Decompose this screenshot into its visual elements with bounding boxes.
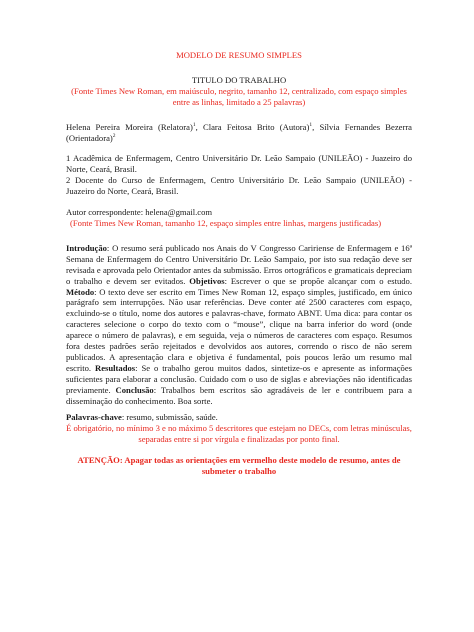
correspondence: Autor correspondente: helena@gmail.com xyxy=(66,207,213,218)
intro-label: Introdução xyxy=(66,242,107,253)
intro-text: : O resumo será publicado nos Anais do V Congresso Caririense de Enfermagem e 16ª Semana de Enfermagem do Centro Universitário Dr. Leão Sampaio, por isto sua redação deve ser revisada e aprovada pelo Orientador antes da submissão. Erros ortográficos e gramaticais depreciam o trabalho e devem ser evitados. xyxy=(66,242,412,286)
keywords-line xyxy=(66,412,412,423)
author-1: Helena Pereira Moreira (Relatora) xyxy=(66,121,193,132)
objectives-text: : Escrever o que se propõe alcançar com o estudo. xyxy=(224,275,413,286)
results-text: : Se o trabalho gerou muitos dados, sintetize-os e apresente as informações suficientes para elaborar a conclusão. Cuidado com o uso de siglas e abreviações não identificadas previamente. xyxy=(66,362,412,395)
author-2: , Clara Feitosa Brito (Autora) xyxy=(195,121,310,132)
author-1-sup: 1 xyxy=(192,121,196,128)
abstract-body xyxy=(66,243,412,407)
method-label: Método xyxy=(66,286,95,297)
doc-heading: MODELO DE RESUMO SIMPLES xyxy=(176,50,302,60)
keywords-label: Palavras-chave xyxy=(66,412,122,423)
doc-title: TITULO DO TRABALHO xyxy=(191,74,287,85)
author-3-sup: 2 xyxy=(112,132,116,139)
conclusion-label: Conclusão xyxy=(115,384,154,395)
keywords-note: É obrigatório, no mínimo 3 e no máximo 5 descritores que estejam no DECs, com letras minúsculas, separadas entre si por vírgula e finalizadas por ponto final. xyxy=(66,423,412,445)
method-text: : O texto deve ser escrito em Times New Roman 12, espaço simples, justificado, em único parágrafo sem interrupções. Não usar referências. Deve conter até 2500 caracteres com espaço, excluindo-se o título, nome dos autores e palavras-chave, formato ABNT. Uma dica: para contar os caracteres selecione o corpo do texto com o “mouse”, clique na barra inferior do word (onde aparece o número de palavras), e em seguida, veja o números de caracteres com espaço. Resumos fora destes padrões serão rejeitados e devolvidos aos autores, correndo o risco de não serem publicados. A apresentação clara e objetiva é fundamental, pois poucos lerão um resumo mal escrito. xyxy=(66,286,412,373)
affiliation-2: 2 Docente do Curso de Enfermagem, Centro Universitário Dr. Leão Sampaio (UNILEÃO) - Juazeiro do Norte, Ceará, Brasil. xyxy=(66,175,412,197)
document-page xyxy=(66,50,412,477)
correspondence-note: (Fonte Times New Roman, tamanho 12, espaço simples entre linhas, margens justificadas) xyxy=(70,217,382,228)
results-label: Resultados xyxy=(95,362,136,373)
author-3: , Sílvia Fernandes Bezerra (Orientadora) xyxy=(66,121,412,143)
warning-note: ATENÇÃO: Apagar todas as orientações em vermelho deste modelo de resumo, antes de submeter o trabalho xyxy=(77,455,401,477)
title-note: (Fonte Times New Roman, em maiúsculo, negrito, tamanho 12, centralizado, com espaço simples entre as linhas, limitado a 25 palavras) xyxy=(71,85,407,107)
affiliation-1: 1 Acadêmica de Enfermagem, Centro Universitário Dr. Leão Sampaio (UNILEÃO) - Juazeiro do Norte, Ceará, Brasil. xyxy=(66,153,412,175)
authors-line xyxy=(66,122,412,144)
conclusion-text: : Trabalhos bem escritos são agradáveis de ler e contribuem para a disseminação do conhecimento. Boa sorte. xyxy=(66,384,412,406)
objectives-label: Objetivos xyxy=(189,275,225,286)
author-2-sup: 1 xyxy=(309,121,313,128)
keywords-text: : resumo, submissão, saúde. xyxy=(121,412,218,423)
